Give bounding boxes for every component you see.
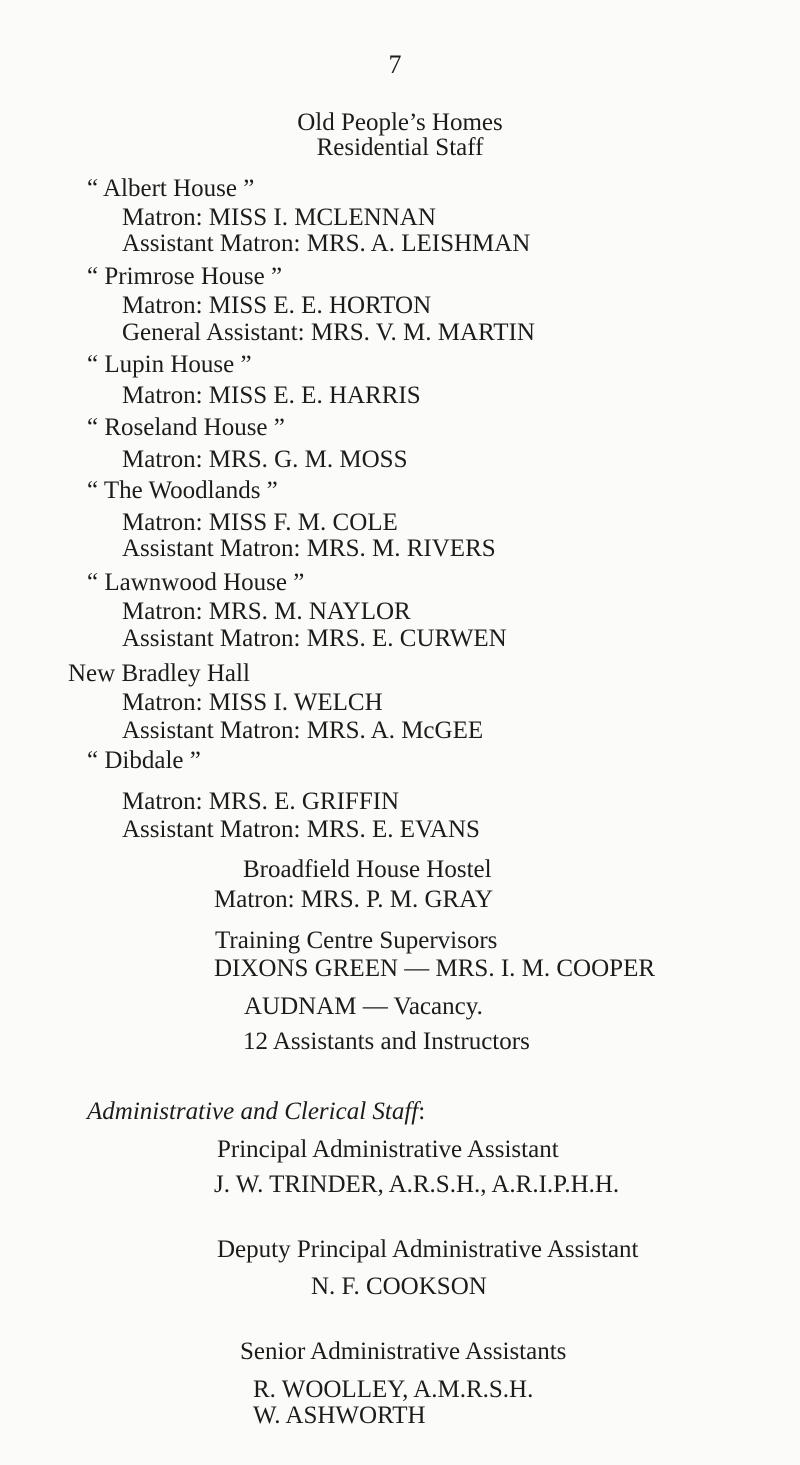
- staff-entry: Matron: MRS. G. M. MOSS: [122, 446, 408, 473]
- staff-entry: Matron: MISS E. E. HORTON: [122, 292, 432, 319]
- staff-entry: Assistant Matron: MRS. M. RIVERS: [122, 535, 496, 562]
- staff-entry: Matron: MRS. P. M. GRAY: [214, 886, 494, 913]
- hostel-heading: Broadfield House Hostel: [243, 856, 492, 883]
- staff-entry: Assistant Matron: MRS. E. EVANS: [122, 816, 480, 843]
- role-title: Principal Administrative Assistant: [217, 1136, 559, 1163]
- staff-entry: DIXONS GREEN — MRS. I. M. COOPER: [214, 955, 656, 982]
- staff-entry: Matron: MISS I. WELCH: [122, 689, 383, 716]
- home-name: “ Primrose House ”: [87, 263, 283, 290]
- home-name: “ Lupin House ”: [87, 351, 252, 378]
- section-title: Old People’s Homes: [297, 109, 503, 136]
- home-name: New Bradley Hall: [68, 660, 250, 687]
- page-number: 7: [388, 50, 402, 79]
- home-name: “ The Woodlands ”: [87, 477, 278, 504]
- home-name: “ Lawnwood House ”: [87, 569, 305, 596]
- staff-entry: Assistant Matron: MRS. A. McGEE: [122, 717, 484, 744]
- staff-name: W. ASHWORTH: [253, 1402, 426, 1429]
- staff-entry: Matron: MISS F. M. COLE: [122, 509, 398, 536]
- training-heading: Training Centre Supervisors: [215, 927, 498, 954]
- staff-entry: Matron: MRS. M. NAYLOR: [122, 598, 411, 625]
- home-name: “ Dibdale ”: [87, 747, 201, 774]
- section-subtitle: Residential Staff: [316, 134, 484, 161]
- staff-entry: Matron: MISS I. MCLENNAN: [122, 204, 436, 231]
- home-name: “ Roseland House ”: [87, 414, 285, 441]
- staff-name: J. W. TRINDER, A.R.S.H., A.R.I.P.H.H.: [214, 1171, 620, 1198]
- staff-entry: Assistant Matron: MRS. E. CURWEN: [122, 625, 507, 652]
- staff-entry: Matron: MRS. E. GRIFFIN: [122, 788, 400, 815]
- role-title: Senior Administrative Assistants: [240, 1338, 567, 1365]
- staff-entry: General Assistant: MRS. V. M. MARTIN: [122, 319, 535, 346]
- role-title: Deputy Principal Administrative Assistant: [217, 1236, 639, 1263]
- staff-entry: 12 Assistants and Instructors: [243, 1028, 530, 1055]
- staff-entry: Matron: MISS E. E. HARRIS: [122, 382, 421, 409]
- staff-entry: Assistant Matron: MRS. A. LEISHMAN: [122, 230, 531, 257]
- admin-heading-text: Administrative and Clerical Staff: [87, 1098, 419, 1125]
- staff-entry: AUDNAM — Vacancy.: [244, 993, 483, 1020]
- admin-heading: [87, 1097, 425, 1127]
- home-name: “ Albert House ”: [87, 175, 255, 202]
- staff-name: R. WOOLLEY, A.M.R.S.H.: [253, 1376, 534, 1403]
- staff-name: N. F. COOKSON: [311, 1273, 487, 1300]
- admin-heading-colon: :: [418, 1098, 426, 1125]
